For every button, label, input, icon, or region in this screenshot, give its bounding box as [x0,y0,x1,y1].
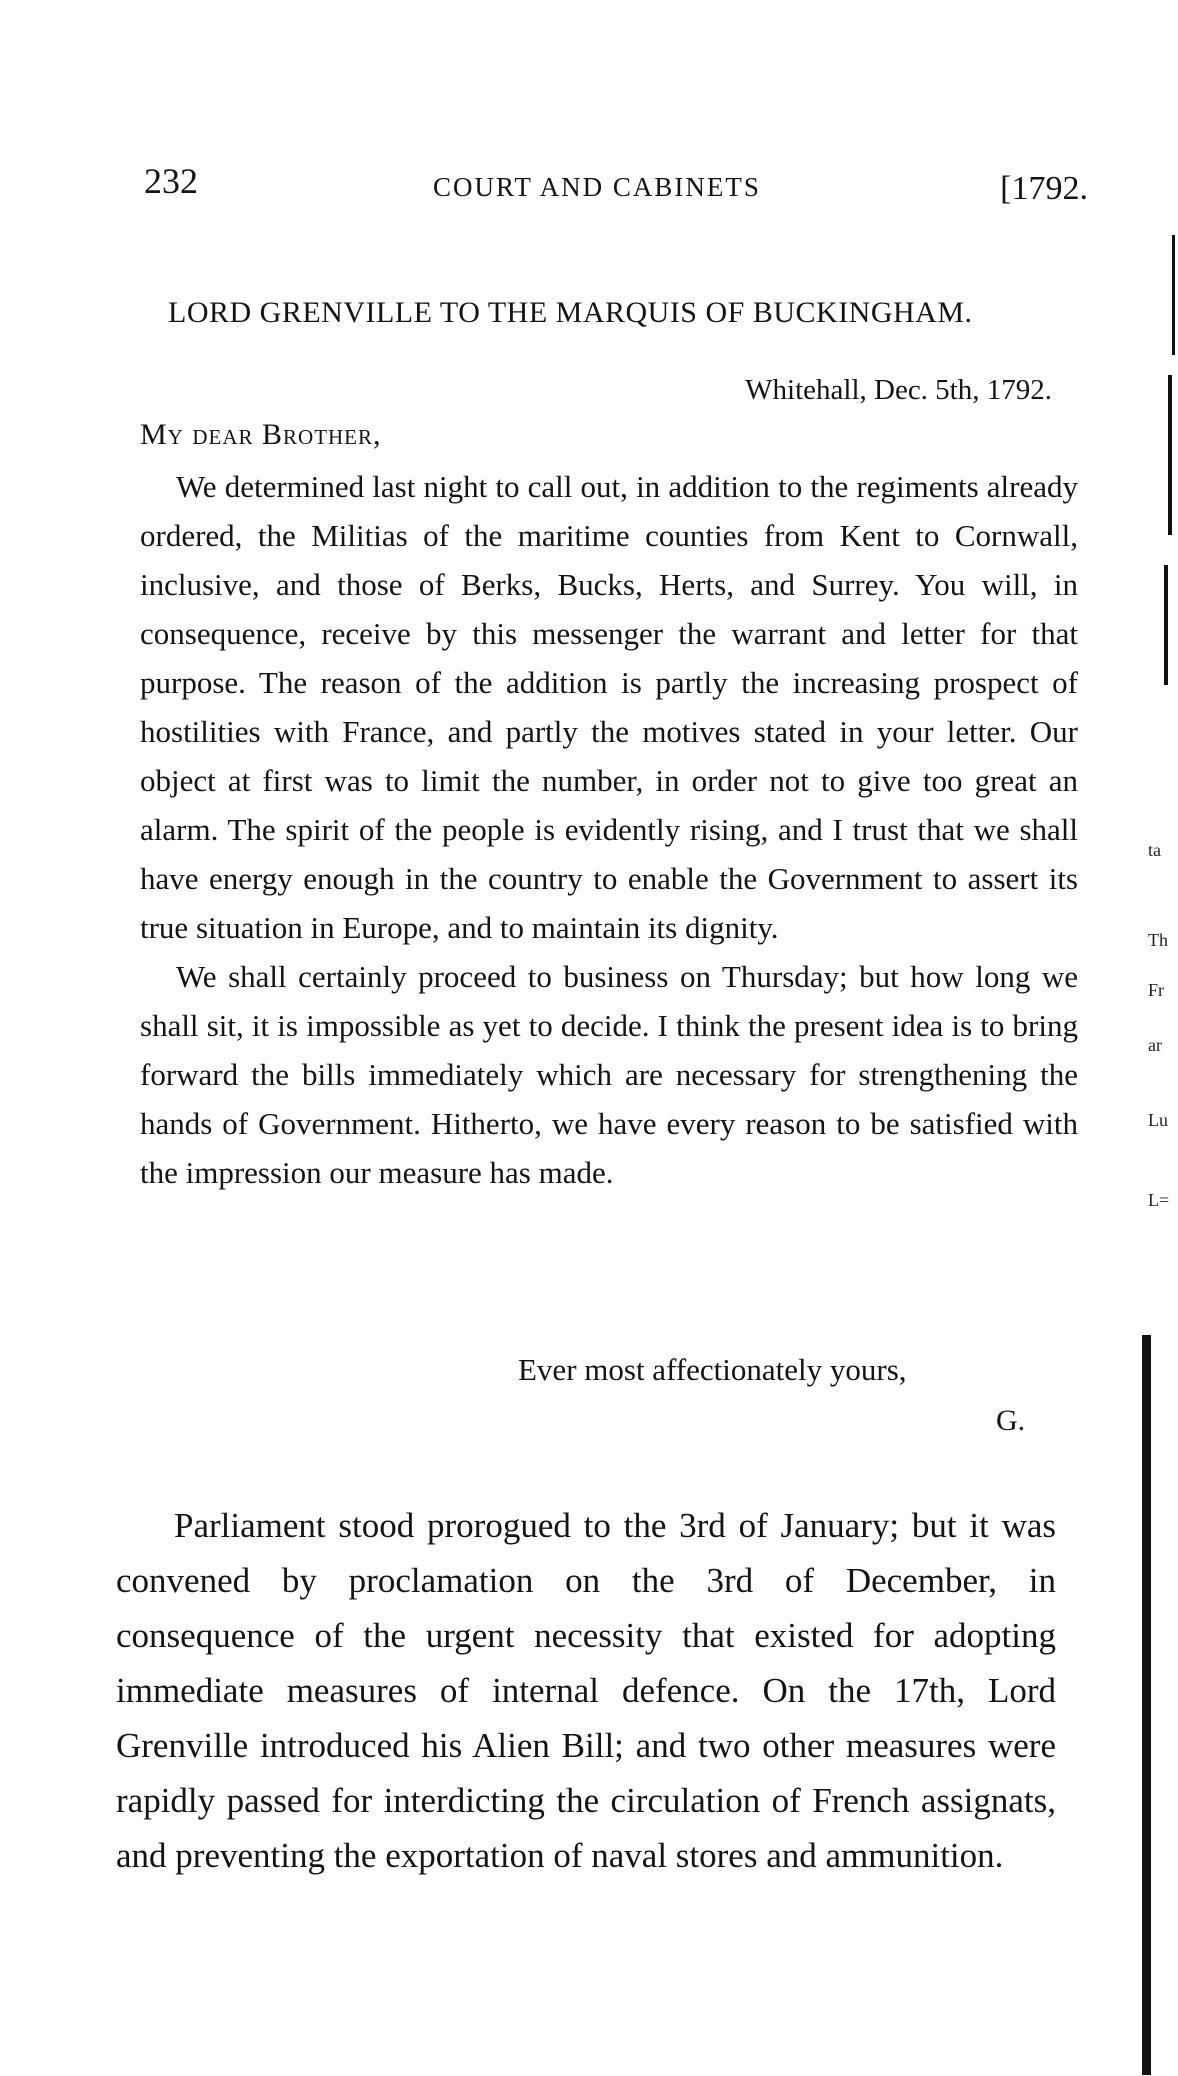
letter-closing: Ever most affectionately yours, [518,1352,907,1387]
edge-glyph: Lu [1148,1110,1168,1130]
facing-page-edge [1138,235,1178,2075]
edge-rule-lower [1142,1335,1151,2075]
letter-dateline: Whitehall, Dec. 5th, 1792. [745,374,1052,406]
letter-salutation: My dear Brother, [140,418,382,451]
letter-signature: G. [996,1404,1026,1437]
page-number: 232 [144,161,198,201]
commentary-paragraph: Parliament stood prorogued to the 3rd of January; but it was convened by proclamation on the 3rd of December, in consequence of the urgent necessity that existed for adopting immediate measures of internal defence. On the 17th, Lord Grenville introduced his Alien Bill; and two other measures were rapidly passed for interdicting the circulation of French assignats, and preventing the exportation of naval stores and ammunition. [116,1506,1056,1875]
running-title: COURT AND CABINETS [433,172,761,202]
edge-rule-upper [1172,235,1175,355]
page-header [138,160,1088,220]
letter-heading: LORD GRENVILLE TO THE MARQUIS OF BUCKINGHAM. [168,296,973,329]
commentary-text [116,1498,1056,1883]
edge-glyph: ta [1148,840,1161,860]
letter-body [140,462,1078,1197]
edge-rule-mid2 [1164,565,1168,685]
year-mark: [1792. [1000,170,1088,207]
edge-glyph: L= [1148,1190,1170,1210]
edge-glyph: Fr [1148,980,1165,1000]
letter-paragraph: We determined last night to call out, in addition to the regiments already ordered, the Militias of the maritime counties from Kent to Cornwall, inclusive, and those of Berks, Bucks, Herts, and Surrey. You will, in consequence, receive by this messenger the warrant and letter for that purpose. The reason of the addition is partly the increasing prospect of hostilities with France, and partly the motives stated in your letter. Our object at first was to limit the number, in order not to give too great an alarm. The spirit of the people is evidently rising, and I trust that we shall have energy enough in the country to enable the Government to assert its true situation in Europe, and to maintain its dignity. [140,469,1078,945]
edge-glyph: Th [1148,930,1168,950]
edge-glyph: ar [1148,1035,1162,1055]
edge-rule-mid [1168,375,1172,535]
letter-paragraph: We shall certainly proceed to business on Thursday; but how long we shall sit, it is impossible as yet to decide. I think the present idea is to bring forward the bills immediately which are necessary for strengthening the hands of Government. Hitherto, we have every reason to be satisfied with the impression our measure has made. [140,959,1078,1190]
